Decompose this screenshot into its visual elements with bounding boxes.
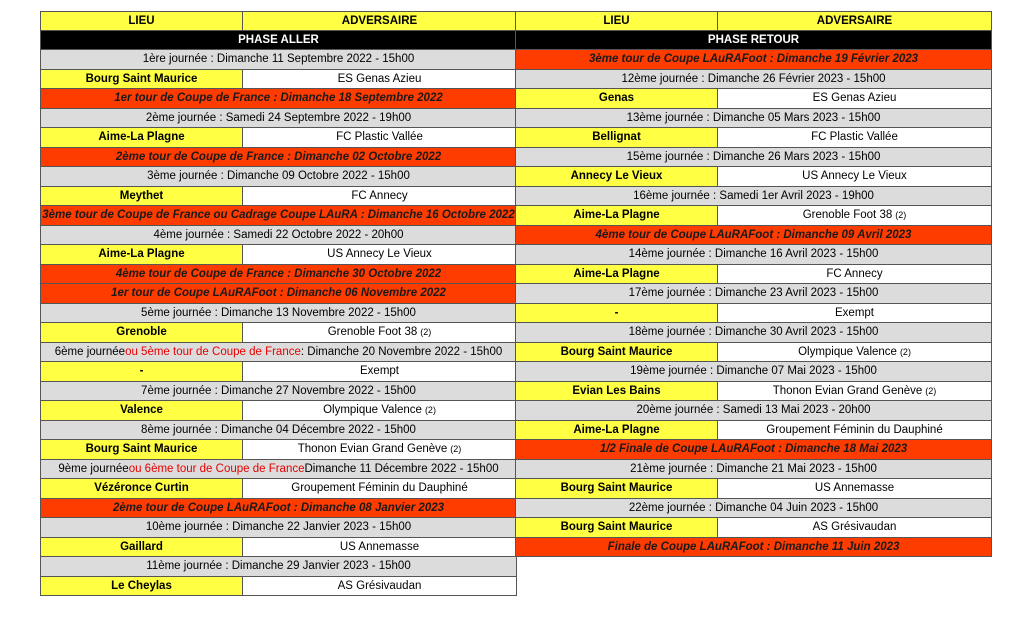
match-adversaire — [243, 401, 516, 420]
match-row — [41, 70, 517, 90]
match-row — [516, 382, 992, 402]
journee-date: 7ème journée : Dimanche 27 Novembre 2022 - 15h00 — [141, 384, 416, 397]
match-adversaire — [718, 343, 991, 362]
schedule-table-retour — [515, 11, 992, 557]
opponent-name: Groupement Féminin du Dauphiné — [766, 423, 943, 436]
cup-row — [516, 440, 992, 460]
cup-date: 2ème tour de Coupe de France : Dimanche 02 Octobre 2022 — [115, 150, 442, 163]
match-lieu: Aime-La Plagne — [516, 265, 718, 284]
journee-date: 16ème journée : Samedi 1er Avril 2023 - 19h00 — [633, 189, 874, 202]
match-lieu: Aime-La Plagne — [41, 245, 243, 264]
header-adversaire: ADVERSAIRE — [718, 12, 991, 30]
cup-date: 3ème tour de Coupe LAuRAFoot : Dimanche 19 Février 2023 — [588, 53, 919, 66]
journee-row — [41, 343, 517, 363]
journee-row — [516, 323, 992, 343]
cup-row — [41, 265, 517, 285]
journee-date: 3ème journée : Dimanche 09 Octobre 2022 - 15h00 — [147, 170, 410, 183]
journee-date: 14ème journée : Dimanche 16 Avril 2023 - 15h00 — [628, 248, 879, 261]
match-lieu: Valence — [41, 401, 243, 420]
match-adversaire — [243, 187, 516, 206]
match-row — [41, 128, 517, 148]
journee-date: 22ème journée : Dimanche 04 Juin 2023 - 15h00 — [628, 501, 879, 514]
journee-date: 5ème journée : Dimanche 13 Novembre 2022 - 15h00 — [141, 306, 416, 319]
phase-title — [516, 31, 992, 51]
journee-date: 15ème journée : Dimanche 26 Mars 2023 - 15h00 — [626, 150, 881, 163]
cup-row — [41, 206, 517, 226]
match-adversaire — [718, 518, 991, 537]
journee-date: 20ème journée : Samedi 13 Mai 2023 - 20h00 — [636, 404, 871, 417]
cup-date: 3ème tour de Coupe de France ou Cadrage Coupe LAuRA : Dimanche 16 Octobre 2022 — [42, 209, 515, 222]
journee-date: 19ème journée : Dimanche 07 Mai 2023 - 15h00 — [630, 365, 877, 378]
journee-date — [41, 460, 516, 479]
header-row — [41, 11, 517, 31]
journee-row — [516, 499, 992, 519]
match-lieu: Aime-La Plagne — [41, 128, 243, 147]
match-lieu: - — [41, 362, 243, 381]
opponent-name: Exempt — [835, 306, 874, 319]
cup-alt-label: ou 6ème tour de Coupe de France — [128, 462, 305, 475]
journee-date: 11ème journée : Dimanche 29 Janvier 2023 - 15h00 — [146, 560, 411, 573]
phase-label: PHASE RETOUR — [707, 33, 800, 46]
opponent-name: ES Genas Azieu — [337, 72, 422, 85]
cup-alt-label: ou 5ème tour de Coupe de France — [125, 345, 301, 358]
match-row — [41, 479, 517, 499]
header-row — [516, 11, 992, 31]
journee-date-text: Dimanche 11 Décembre 2022 - 15h00 — [304, 462, 499, 475]
match-row — [516, 89, 992, 109]
match-lieu: Le Cheylas — [41, 577, 243, 596]
match-adversaire — [718, 265, 991, 284]
cup-row — [41, 499, 517, 519]
match-lieu: Gaillard — [41, 538, 243, 557]
match-lieu: Genas — [516, 89, 718, 108]
match-lieu: Aime-La Plagne — [516, 206, 718, 225]
journee-row — [41, 557, 517, 577]
journee-date: 18ème journée : Dimanche 30 Avril 2023 - 15h00 — [628, 326, 879, 339]
opponent-note: (2) — [925, 385, 937, 396]
match-row — [41, 187, 517, 207]
opponent-note: (2) — [450, 444, 462, 455]
cup-date: 1/2 Finale de Coupe LAuRAFoot : Dimanche 18 Mai 2023 — [599, 443, 908, 456]
journee-row — [41, 382, 517, 402]
journee-row — [516, 245, 992, 265]
phase-title — [41, 31, 517, 51]
opponent-note: (2) — [895, 210, 907, 221]
match-adversaire — [243, 538, 516, 557]
match-adversaire — [243, 479, 516, 498]
journee-row — [516, 70, 992, 90]
opponent-name: AS Grésivaudan — [337, 579, 422, 592]
journee-label: 6ème journée — [54, 345, 126, 358]
journee-row — [516, 148, 992, 168]
match-row — [516, 518, 992, 538]
journee-row — [516, 109, 992, 129]
cup-row — [516, 538, 992, 558]
journee-row — [516, 362, 992, 382]
match-adversaire — [718, 382, 991, 401]
match-row — [41, 245, 517, 265]
match-adversaire — [718, 206, 991, 225]
cup-row — [41, 89, 517, 109]
opponent-name: FC Annecy — [351, 189, 408, 202]
match-row — [41, 440, 517, 460]
match-lieu: Bourg Saint Maurice — [516, 343, 718, 362]
opponent-note: (2) — [424, 405, 436, 416]
match-adversaire — [718, 167, 991, 186]
match-row — [41, 577, 517, 597]
opponent-name: FC Plastic Vallée — [336, 131, 423, 144]
match-adversaire — [243, 440, 516, 459]
match-row — [516, 479, 992, 499]
match-lieu: Aime-La Plagne — [516, 421, 718, 440]
cup-row — [41, 148, 517, 168]
journee-date: 2ème journée : Samedi 24 Septembre 2022 - 19h00 — [145, 111, 412, 124]
cup-row — [516, 50, 992, 70]
journee-row — [516, 460, 992, 480]
match-row — [41, 401, 517, 421]
match-lieu: Bourg Saint Maurice — [516, 479, 718, 498]
match-row — [516, 206, 992, 226]
opponent-name: Thonon Evian Grand Genève — [772, 384, 923, 397]
match-adversaire — [718, 479, 991, 498]
journee-row — [41, 421, 517, 441]
opponent-name: Grenoble Foot 38 — [327, 326, 418, 339]
journee-row — [41, 167, 517, 187]
opponent-name: ES Genas Azieu — [812, 92, 897, 105]
cup-date: 2ème tour de Coupe LAuRAFoot : Dimanche 08 Janvier 2023 — [112, 501, 445, 514]
match-row — [41, 538, 517, 558]
opponent-name: FC Plastic Vallée — [811, 131, 898, 144]
opponent-note: (2) — [420, 327, 432, 338]
match-lieu: - — [516, 304, 718, 323]
cup-date: Finale de Coupe LAuRAFoot : Dimanche 11 Juin 2023 — [607, 540, 900, 553]
match-adversaire — [718, 128, 991, 147]
match-lieu: Grenoble — [41, 323, 243, 342]
match-adversaire — [718, 304, 991, 323]
opponent-name: US Annecy Le Vieux — [802, 170, 907, 183]
match-row — [516, 343, 992, 363]
journee-date-text: : Dimanche 20 Novembre 2022 - 15h00 — [300, 345, 503, 358]
journee-date: 13ème journée : Dimanche 05 Mars 2023 - 15h00 — [626, 111, 881, 124]
journee-row — [41, 518, 517, 538]
match-row — [516, 304, 992, 324]
match-lieu: Meythet — [41, 187, 243, 206]
match-lieu: Vézéronce Curtin — [41, 479, 243, 498]
match-adversaire — [243, 245, 516, 264]
match-adversaire — [243, 577, 516, 596]
journee-date: 12ème journée : Dimanche 26 Février 2023 - 15h00 — [621, 72, 886, 85]
journee-row — [41, 304, 517, 324]
journee-row — [516, 187, 992, 207]
opponent-name: Olympique Valence — [323, 404, 422, 417]
opponent-name: Grenoble Foot 38 — [802, 209, 893, 222]
match-lieu: Bourg Saint Maurice — [41, 440, 243, 459]
cup-date: 4ème tour de Coupe LAuRAFoot : Dimanche 09 Avril 2023 — [595, 228, 912, 241]
journee-row — [41, 109, 517, 129]
cup-date: 1er tour de Coupe LAuRAFoot : Dimanche 06 Novembre 2022 — [111, 287, 446, 300]
journee-date: 17ème journée : Dimanche 23 Avril 2023 - 15h00 — [628, 287, 879, 300]
match-adversaire — [718, 421, 991, 440]
opponent-name: Exempt — [360, 365, 399, 378]
cup-row — [41, 284, 517, 304]
header-adversaire: ADVERSAIRE — [243, 12, 516, 30]
match-row — [516, 128, 992, 148]
opponent-note: (2) — [899, 346, 911, 357]
match-row — [516, 265, 992, 285]
journee-row — [41, 226, 517, 246]
journee-date: 10ème journée : Dimanche 22 Janvier 2023 - 15h00 — [145, 521, 412, 534]
match-lieu: Bourg Saint Maurice — [516, 518, 718, 537]
journee-row — [516, 401, 992, 421]
opponent-name: Groupement Féminin du Dauphiné — [291, 482, 468, 495]
opponent-name: Olympique Valence — [798, 345, 897, 358]
journee-date: 4ème journée : Samedi 22 Octobre 2022 - 20h00 — [153, 228, 404, 241]
header-lieu: LIEU — [516, 12, 718, 30]
match-adversaire — [718, 89, 991, 108]
opponent-name: FC Annecy — [826, 267, 883, 280]
journee-date: 1ère journée : Dimanche 11 Septembre 2022 - 15h00 — [142, 53, 415, 66]
match-adversaire — [243, 323, 516, 342]
journee-row — [41, 460, 517, 480]
journee-date: 21ème journée : Dimanche 21 Mai 2023 - 15h00 — [630, 462, 877, 475]
match-row — [41, 323, 517, 343]
journee-date — [41, 343, 516, 362]
cup-date: 1er tour de Coupe de France : Dimanche 18 Septembre 2022 — [114, 92, 443, 105]
match-lieu: Evian Les Bains — [516, 382, 718, 401]
opponent-name: US Annemasse — [814, 482, 895, 495]
match-lieu: Annecy Le Vieux — [516, 167, 718, 186]
match-row — [41, 362, 517, 382]
opponent-name: AS Grésivaudan — [812, 521, 897, 534]
opponent-name: US Annecy Le Vieux — [327, 248, 432, 261]
match-adversaire — [243, 362, 516, 381]
match-row — [516, 421, 992, 441]
opponent-name: Thonon Evian Grand Genève — [297, 443, 448, 456]
journee-row — [516, 284, 992, 304]
phase-label: PHASE ALLER — [238, 33, 319, 46]
journee-date: 8ème journée : Dimanche 04 Décembre 2022 - 15h00 — [141, 423, 416, 436]
header-lieu: LIEU — [41, 12, 243, 30]
match-lieu: Bourg Saint Maurice — [41, 70, 243, 89]
match-lieu: Bellignat — [516, 128, 718, 147]
match-row — [516, 167, 992, 187]
match-adversaire — [243, 128, 516, 147]
match-adversaire — [243, 70, 516, 89]
opponent-name: US Annemasse — [339, 540, 420, 553]
cup-row — [516, 226, 992, 246]
schedule-table-aller — [40, 11, 517, 596]
journee-label: 9ème journée — [58, 462, 129, 475]
cup-date: 4ème tour de Coupe de France : Dimanche 30 Octobre 2022 — [115, 267, 442, 280]
journee-row — [41, 50, 517, 70]
